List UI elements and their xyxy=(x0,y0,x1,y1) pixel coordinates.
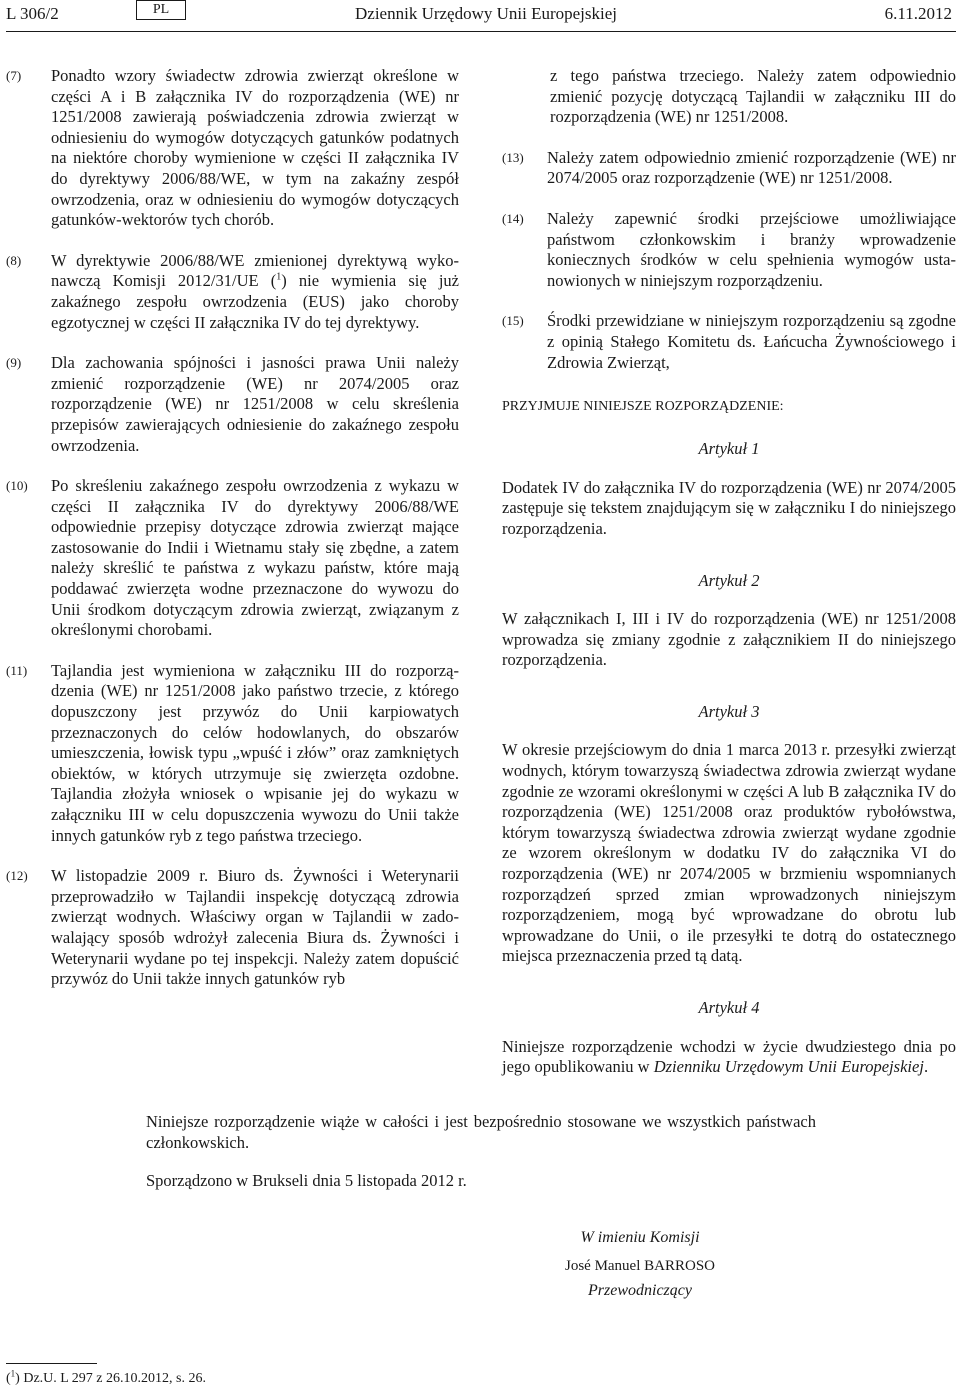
recital-12 xyxy=(6,866,459,990)
recital-text: W dyrektywie 2006/88/WE zmienionej dyrektywą wykonawczą Komisji 2012/31/UE ( xyxy=(51,250,459,291)
recital-number: (8) xyxy=(6,252,22,268)
recital-number: (7) xyxy=(6,68,22,83)
recital-8 xyxy=(6,251,459,333)
header-divider xyxy=(6,31,956,32)
article-4-text: Niniejsze rozporządzenie wchodzi w życie dwudziestego dnia po jego opublikowaniu w xyxy=(502,1036,956,1077)
recital-number: (11) xyxy=(6,662,28,678)
footnote-number: 1 xyxy=(10,1368,16,1379)
recital-11 xyxy=(6,661,459,846)
footnote-ref[interactable]: 1 xyxy=(276,271,282,283)
article-1-body: Dodatek IV do załącznika IV do rozporządzenia (WE) nr 2074/2005 zastępuje się tekstem znajdującym się w załączniku I do niniejszego rozporządzenia. xyxy=(502,477,956,538)
journal-title: Dziennik Urzędowy Unii Europejskiej xyxy=(355,4,618,23)
recital-14 xyxy=(502,209,956,291)
right-column xyxy=(502,66,956,1109)
signatory-role: Przewodniczący xyxy=(588,1282,692,1299)
recital-12-continued: z tego państwa trzeciego. Należy zatem odpowiednio zmienić pozycję dotyczącą Tajlandii w załączniku III do rozporządzenia (WE) nr 1251/2008. xyxy=(550,66,956,127)
recital-number: (15) xyxy=(502,313,524,329)
article-2-title: Artykuł 2 xyxy=(698,570,760,590)
recital-text: W listopadzie 2009 r. Biuro ds. Żywności i Weterynarii przeprowadziło w Tajlandii inspekcję dotyczącą zdrowia zwierząt wodnych. Właściwy organ w Tajlandii w zadowalający sposób wdrożył zalecenia Biura ds. Żywności i Weterynarii wydane po tej inspekcji. Należy zatem dopuścić przywóz do Unii także innych gatunków ryb xyxy=(51,866,459,989)
article-3-body: W okresie przejściowym do dnia 1 marca 2013 r. przesyłki zwierząt wodnych, którym towarzyszą świadectwa zdrowia zwierząt wydane zgodnie ze wzorami określonymi w części A lub B załącznika IV do rozporządzenia (WE) 1251/2008 oraz produktów rybołówstwa, którym towarzyszą świadectwa zdrowia zwierząt wydane zgodnie ze wzorem określonym w dodatku IV do załącznika VI do rozporządzenia (WE) nr 2074/2005 w brzmieniu wspomnianych rozporządzeń sprzed zmian wprowadzonych niniejszym rozporządzeniem, mogą być wprowadzane do obrotu lub wprowadzane do Unii, o ile przesyłki te dotrą do ostatecznego miejsca przeznaczenia przed tą datą. xyxy=(502,740,956,966)
publication-date: 6.11.2012 xyxy=(884,4,952,23)
recital-text: Tajlandia jest wymieniona w załączniku III do rozporządzenia (WE) nr 1251/2008 jako państwo trzecie, z którego dopuszczony jest przywóz do Unii karpiowatych przeznaczonych do celów hodowlanych, do obszarów umieszczenia, łowisk typu „wpuść i złów” oraz zamkniętych obiektów, w których utrzymuje się zwierzęta ozdobne. Tajlandia złożyła wniosek o wpisanie jej do wykazu w załączniku III w celu dopuszczenia wywozu do Unii także innych gatunków ryb z tego państwa trzeciego. xyxy=(51,660,459,845)
place-and-date: Sporządzono w Brukseli dnia 5 listopada 2012 r. xyxy=(146,1171,467,1190)
signatory-name: José Manuel BARROSO xyxy=(564,1258,715,1274)
recital-text: Po skreśleniu zakaźnego zespołu owrzodzenia z wykazu w części II załącznika IV do dyrektywy 2006/88/WE odpowiednie przepisy dotyczące zdrowia zwierząt mające zastosowanie do Indii i Wietnamu stały się zbędne, a zatem należy skreślić te państwa z wykazu państw, które mają poddawać zwierzęta wodne przeznaczone do wywozu do Unii środkom dotyczącym zdrowia zwierząt, związanym z określonymi chorobami. xyxy=(51,476,459,640)
recital-text: Należy zapewnić środki przejściowe umożliwiające państwom członkowskim i branży wprowadzenie koniecznych środków w celu spełnienia wymogów ustanowionych w niniejszym rozporządzeniu. xyxy=(547,208,956,290)
recital-number: (13) xyxy=(502,149,524,165)
binding-clause: Niniejsze rozporządzenie wiąże w całości i jest bezpośrednio stosowane we wszystkich państwach członkowskich. xyxy=(146,1112,816,1152)
recital-text-continued: ) nie wymienia się już zakaźnego zespołu owrzodzenia (EUS) jako choroby egzotycznej w części II załącznika IV do tej dyrektywy. xyxy=(51,271,459,332)
article-2-body: W załącznikach I, III i IV do rozporządzenia (WE) nr 1251/2008 wprowadza się zmiany zgodnie z załącznikiem II do niniejszego rozporządzenia. xyxy=(502,609,956,670)
recital-number: (9) xyxy=(6,355,22,371)
article-4-title: Artykuł 4 xyxy=(698,998,760,1017)
footnote-text: Dz.U. L 297 z 26.10.2012, s. 26. xyxy=(19,1371,206,1386)
article-4-body xyxy=(502,1037,956,1078)
recital-7 xyxy=(6,66,459,231)
footnote: ($^1$) Dz.U. L 297 z 26.10.2012, s. 26. xyxy=(6,1368,206,1386)
article-1-title: Artykuł 1 xyxy=(698,439,760,459)
recital-13 xyxy=(502,148,956,189)
recital-text: Ponadto wzory świadectw zdrowia zwierząt określone w części A i B załącznika IV do rozporządzenia (WE) nr 1251/2008 zawierają poświadczenia zdrowia zwierząt w odniesieniu do wymogów dotyczących gatunków podatnych na niektóre choroby wymienione w części II załącznika IV do dyrektywy 2006/88/WE, w tym na zakaźny zespół owrzodzenia, oraz w odniesieniu do wymogów dotyczących gatunków-wektorów tych chorób. xyxy=(51,66,459,230)
journal-reference: Dzienniku Urzędowym Unii Europejskiej xyxy=(653,1057,924,1077)
left-column xyxy=(6,66,459,1010)
page-reference: L 306/2 xyxy=(6,4,59,23)
article-4-text-end: . xyxy=(923,1057,929,1077)
language-badge: PL xyxy=(136,0,186,20)
recital-text: Należy zatem odpowiednio zmienić rozporządzenie (WE) nr 2074/2005 oraz rozporządzenie (WE) nr 1251/2008. xyxy=(547,147,956,188)
signature-on-behalf: W imieniu Komisji xyxy=(580,1229,700,1246)
recital-15 xyxy=(502,311,956,373)
article-3-title: Artykuł 3 xyxy=(698,701,760,721)
recital-number: (12) xyxy=(6,868,28,884)
recital-number: (10) xyxy=(6,478,28,494)
adoption-formula: PRZYJMUJE NINIEJSZE ROZPORZĄDZENIE: xyxy=(502,399,784,415)
recital-9 xyxy=(6,353,459,456)
recital-number: (14) xyxy=(502,210,524,226)
page-header xyxy=(6,2,960,28)
recital-text: Dla zachowania spójności i jasności prawa Unii należy zmienić rozporządzenie (WE) nr 2074/2005 oraz rozporządzenie (WE) nr 1251/2008 w celu skreślenia przepisów zawierających odniesienie do zakaźnego zespołu owrzodzenia. xyxy=(51,353,459,455)
recital-text: Środki przewidziane w niniejszym rozporządzeniu są zgodne z opinią Stałego Komitetu ds. Łańcucha Żywnościowego i Zdrowia Zwierząt, xyxy=(547,311,956,372)
footnote-divider xyxy=(6,1363,97,1364)
recital-10 xyxy=(6,476,459,641)
